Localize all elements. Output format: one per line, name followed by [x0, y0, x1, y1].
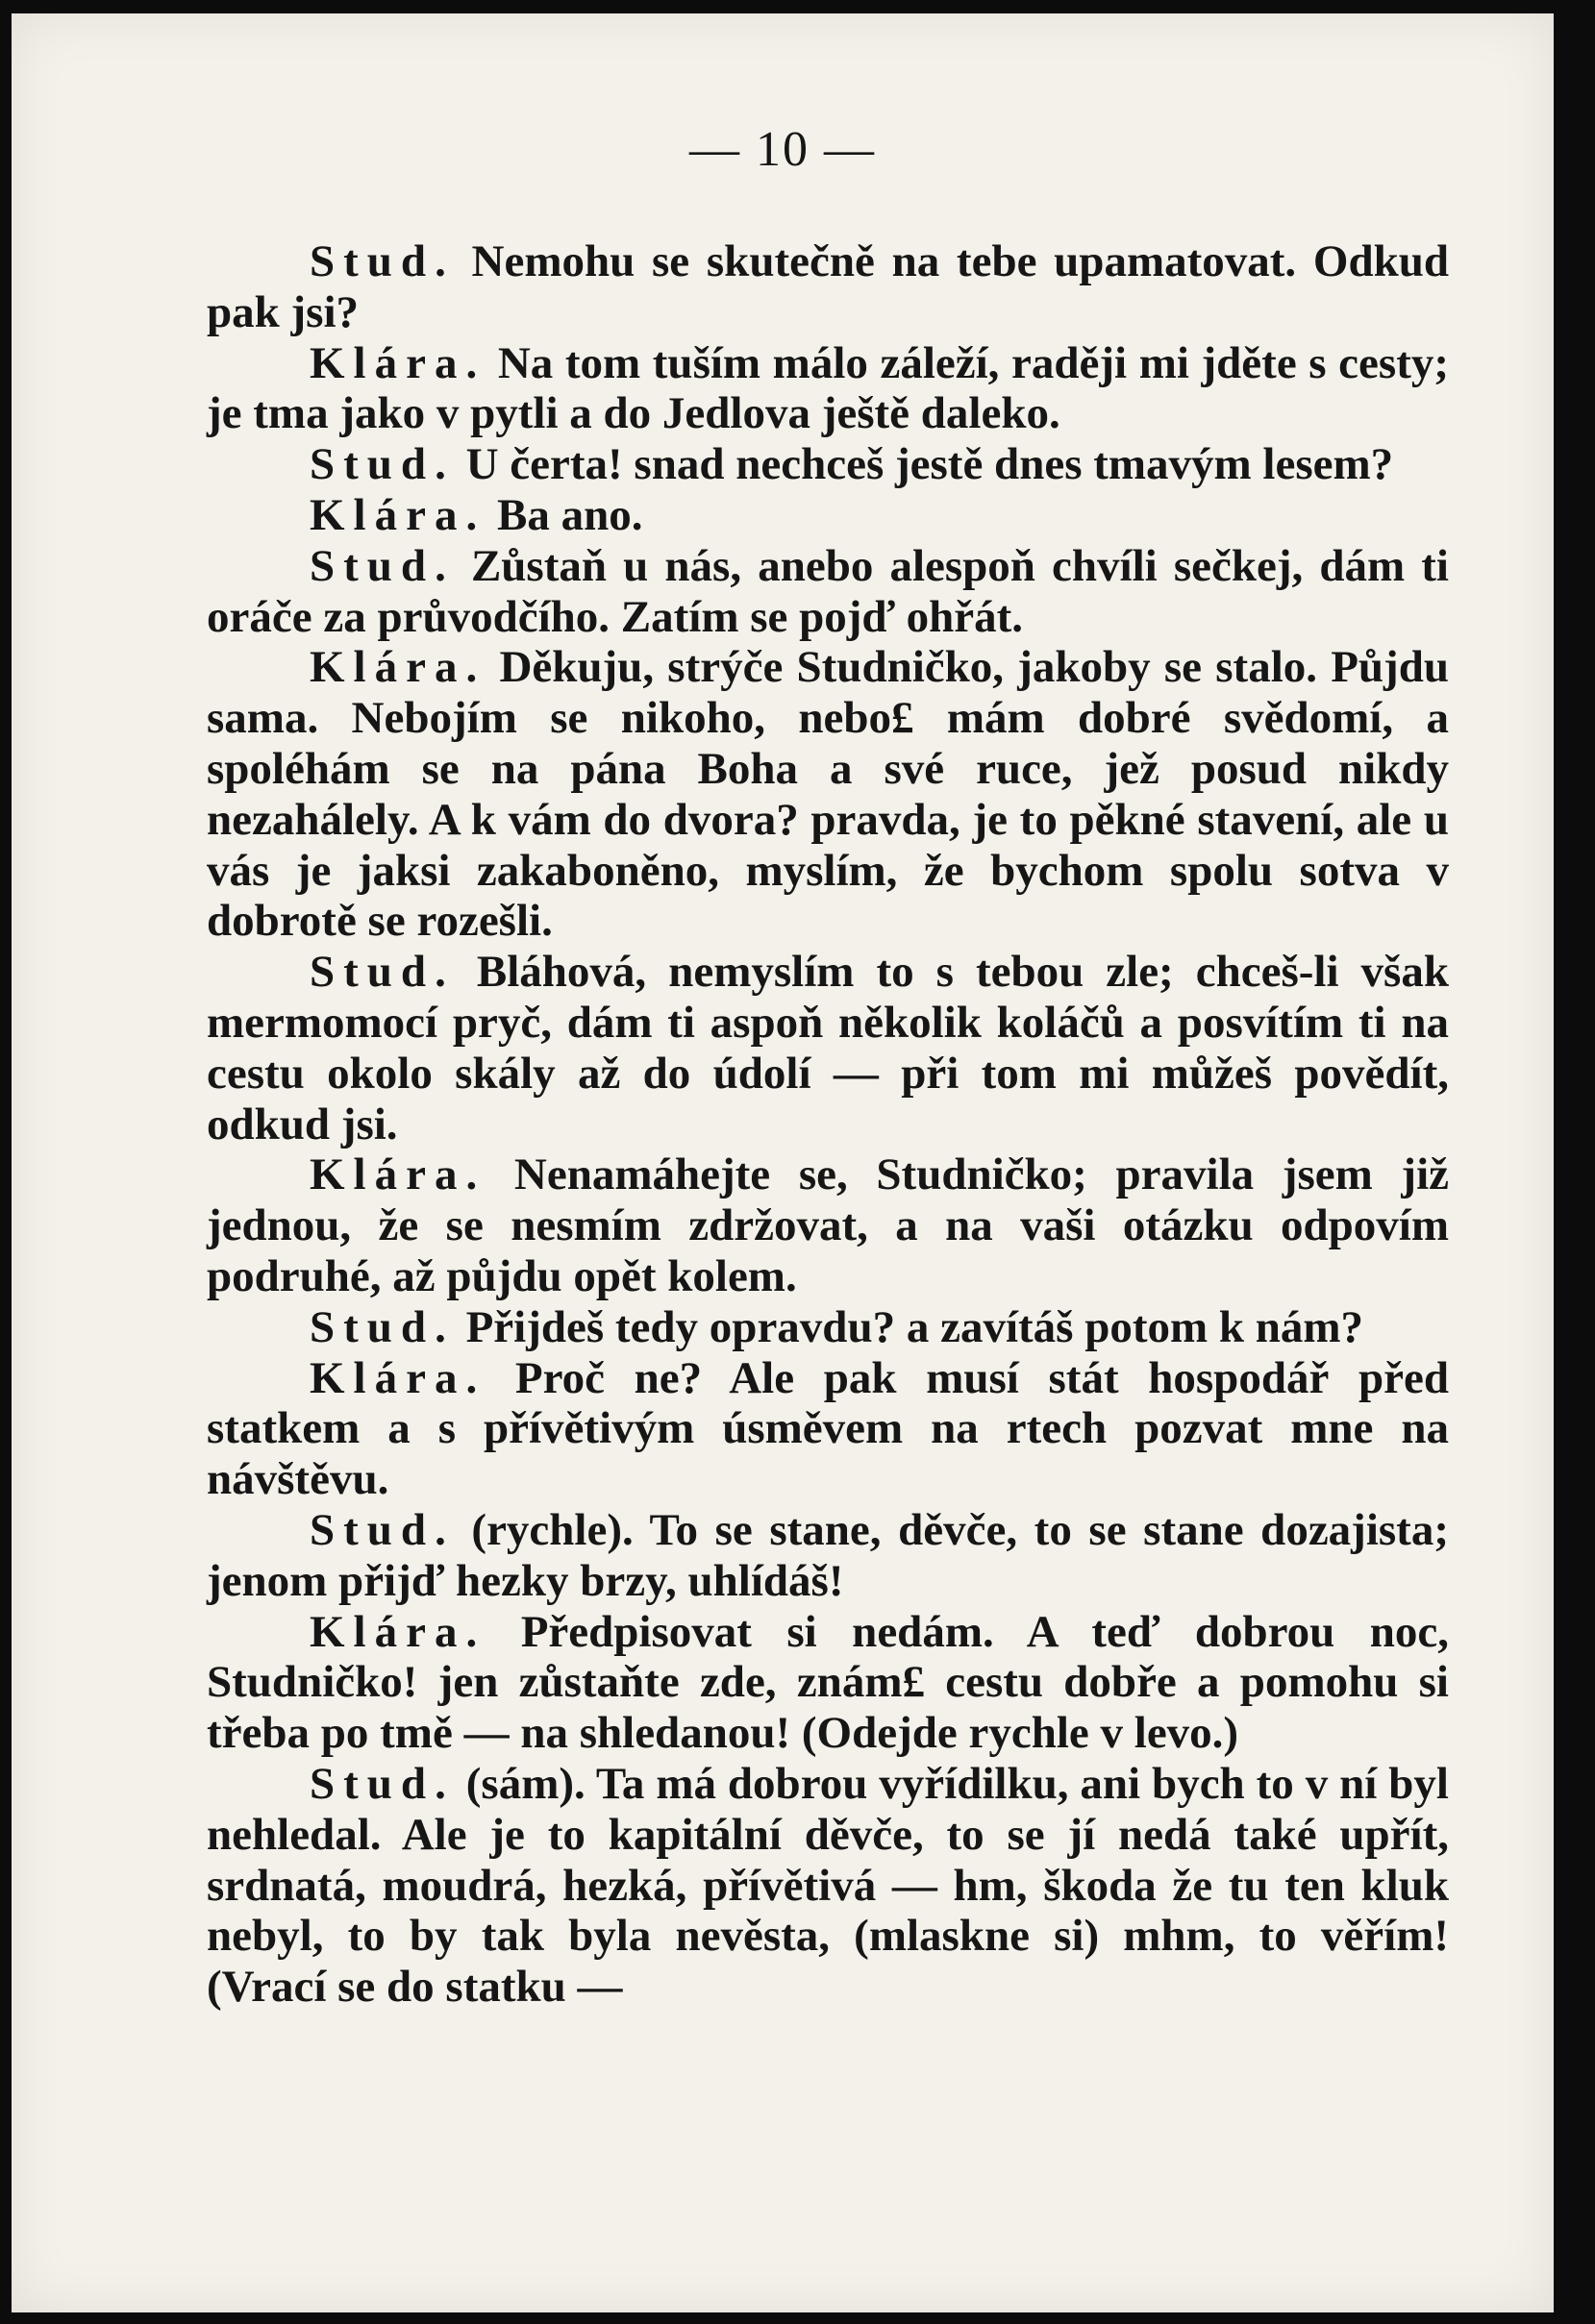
dialogue-text [207, 236, 1449, 2013]
dialogue-line: (sám). Ta má dobrou vyřídilku, ani bych to v ní byl nehledal. Ale je to kapitální děvče, to se jí nedá také upřít, srdnatá, moudrá, hezká, přívětivá — hm, škoda že tu ten kluk nebyl, to by tak byla nevěsta, (mlaskne si) mhm, to věřím! (Vrací se do statku — [207, 1758, 1449, 2013]
speaker-name: Stud. [310, 1301, 455, 1352]
dialogue-line: U čerta! snad nechceš jestě dnes tmavým lesem? [454, 439, 1394, 490]
dialogue-paragraph [207, 338, 1449, 440]
dialogue-paragraph [207, 1505, 1449, 1607]
dialogue-paragraph [207, 642, 1449, 947]
dialogue-line: Děkuju, strýče Studničko, jakoby se stalo. Půjdu sama. Nebojím se nikoho, nebo£ mám dobré svědomí, a spoléhám se na pána Boha a své ruce, jež posud nikdy nezahálely. A k vám do dvora? pravda, je to pěkné stavení, ale u vás je jaksi zakaboněno, myslím, že bychom spolu sotva v dobrotě se rozešli. [207, 642, 1449, 947]
speaker-name: Stud. [310, 947, 455, 998]
dialogue-paragraph [207, 1150, 1449, 1301]
dialogue-paragraph [207, 439, 1449, 490]
speaker-name: Klára. [310, 642, 486, 693]
dialogue-line: Proč ne? Ale pak musí stát hospodář před statkem a s přívětivým úsměvem na rtech pozvat mne na návštěvu. [207, 1352, 1449, 1505]
speaker-name: Stud. [310, 439, 455, 490]
speaker-name: Klára. [310, 337, 486, 388]
dialogue-paragraph [207, 490, 1449, 541]
dialogue-line: Přijdeš tedy opravdu? a zavítáš potom k nám? [454, 1301, 1364, 1352]
dialogue-line: Předpisovat si nedám. A teď dobrou noc, Studničko! jen zůstaňte zde, znám£ cestu dobře a pomohu si třeba po tmě — na shledanou! (Odejde rychle v levo.) [207, 1606, 1449, 1759]
dialogue-paragraph [207, 541, 1449, 643]
dialogue-line: Nemohu se skutečně na tebe upamatovat. Odkud pak jsi? [207, 236, 1449, 337]
speaker-name: Stud. [310, 540, 455, 591]
speaker-name: Klára. [310, 1150, 486, 1200]
dialogue-paragraph [207, 1759, 1449, 2013]
dialogue-paragraph [207, 1353, 1449, 1505]
speaker-name: Stud. [310, 1758, 455, 1809]
dialogue-line: Na tom tuším málo záleží, raději mi jděte s cesty; je tma jako v pytli a do Jedlova ještě daleko. [207, 337, 1449, 439]
page-number: — 10 — [689, 122, 876, 177]
dialogue-paragraph [207, 236, 1449, 338]
dialogue-line: Ba ano. [486, 489, 643, 540]
speaker-name: Klára. [310, 489, 486, 540]
dialogue-line: Bláhová, nemyslím to s tebou zle; chceš-li však mermomocí pryč, dám ti aspoň několik koláčů a posvítím ti na cestu okolo skály až do údolí — při tom mi můžeš povědít, odkud jsi. [207, 947, 1449, 1150]
dialogue-line: Zůstaň u nás, anebo alespoň chvíli sečkej, dám ti oráče za průvodčího. Zatím se pojď ohřát. [207, 540, 1449, 642]
book-page [12, 13, 1554, 2312]
speaker-name: Stud. [310, 1504, 455, 1555]
dialogue-line: (rychle). To se stane, děvče, to se stane dozajista; jenom přijď hezky brzy, uhlídáš! [207, 1504, 1449, 1606]
speaker-name: Klára. [310, 1352, 486, 1403]
dialogue-paragraph [207, 1302, 1449, 1353]
dialogue-paragraph [207, 947, 1449, 1150]
speaker-name: Klára. [310, 1606, 486, 1657]
speaker-name: Stud. [310, 236, 455, 286]
dialogue-paragraph [207, 1607, 1449, 1759]
dialogue-line: Nenamáhejte se, Studničko; pravila jsem již jednou, že se nesmím zdržovat, a na vaši otázku odpovím podruhé, až půjdu opět kolem. [207, 1150, 1449, 1301]
